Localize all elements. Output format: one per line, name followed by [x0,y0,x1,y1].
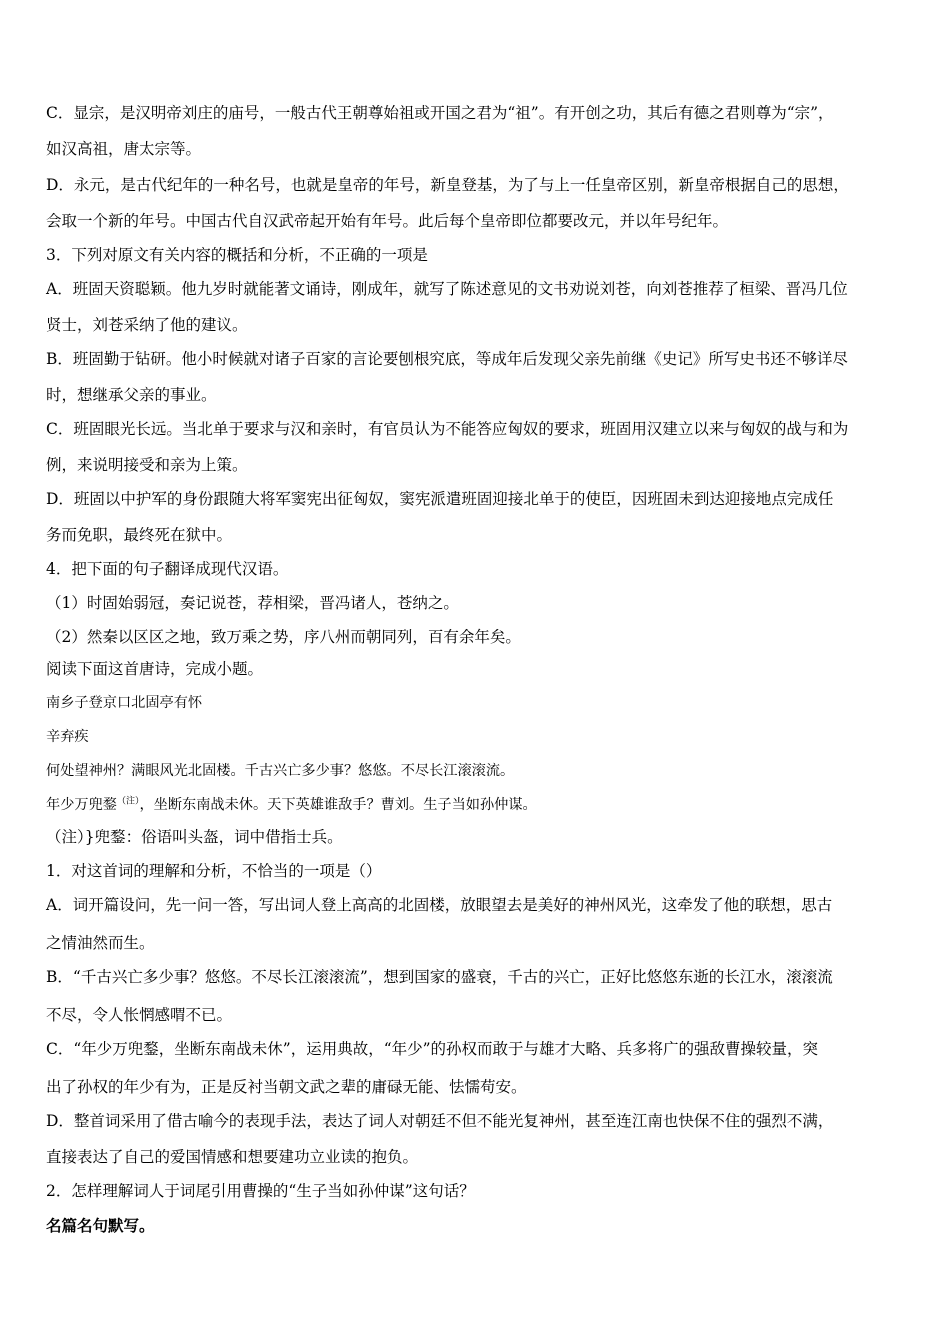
poem-title: 南乡子登京口北固亭有怀 [46,695,203,711]
poem-line-2 [46,788,537,822]
pq1-option-b-line1: B．“千古兴亡多少事？悠悠。不尽长江滚滚流”，想到国家的盛衰，千古的兴亡，正好比悠悠东逝的长江水，滚滚流 [46,968,833,986]
q3-option-a-line1: A．班固天资聪颖。他九岁时就能著文诵诗，刚成年，就写了陈述意见的文书劝说刘苍，向刘苍推荐了桓梁、晋冯几位 [46,280,848,298]
pq1-option-c-line2: 出了孙权的年少有为，正是反衬当朝文武之辈的庸碌无能、怯懦苟安。 [46,1078,527,1096]
q3-option-b-line2: 时，想继承父亲的事业。 [46,386,217,404]
q3-option-c-line1: C．班固眼光长远。当北单于要求与汉和亲时，有官员认为不能答应匈奴的要求，班固用汉建立以来与匈奴的战与和为 [46,420,849,438]
poem-note: （注）}兜鍪：俗语叫头盔，词中借指士兵。 [46,828,343,846]
pq1-option-a-line2: 之情油然而生。 [46,934,155,952]
q3-option-d-line1: D．班固以中护军的身份跟随大将军窦宪出征匈奴，窦宪派遣班固迎接北单于的使臣，因班固未到达迎接地点完成任 [46,490,834,508]
q3-option-c-line2: 例，来说明接受和亲为上策。 [46,456,248,474]
q4-sentence-2: （2）然秦以区区之地，致万乘之势，序八州而朝同列，百有余年矣。 [46,628,521,646]
q3-option-d-line2: 务而免职，最终死在狱中。 [46,526,233,544]
pq1-option-c-line1: C．“年少万兜鍪，坐断东南战未休”，运用典故，“年少”的孙权而敢于与雄才大略、兵多将广的强敌曹操较量，突 [46,1040,819,1058]
poem-line-2-start: 年少万兜鍪 [46,797,117,813]
pq1-option-b-line2: 不尽，令人怅惘感喟不已。 [46,1006,233,1024]
poem-line-1: 何处望神州？满眼风光北固楼。千古兴亡多少事？悠悠。不尽长江滚滚流。 [46,763,515,779]
q3-option-a-line2: 贤士，刘苍采纳了他的建议。 [46,316,248,334]
pq1-option-a-line1: A．词开篇设问，先一问一答，写出词人登上高高的北固楼，放眼望去是美好的神州风光，这牵发了他的联想，思古 [46,896,833,914]
pq1-option-d-line1: D．整首词采用了借古喻今的表现手法，表达了词人对朝廷不但不能光复神州，甚至连江南也快保不住的强烈不满， [46,1112,834,1130]
q4-sentence-1: （1）时固始弱冠，奏记说苍，荐相梁，晋冯诸人，苍纳之。 [46,594,459,612]
reading-instruction: 阅读下面这首唐诗，完成小题。 [46,660,264,678]
option-c-line2: 如汉高祖，唐太宗等。 [46,140,202,158]
pq1-option-d-line2: 直接表达了自己的爱国情感和想要建功立业读的抱负。 [46,1148,419,1166]
question-3: 3．下列对原文有关内容的概括和分析，不正确的一项是 [46,246,428,264]
section-heading: 名篇名句默写。 [46,1216,155,1235]
poem-question-2: 2．怎样理解词人于词尾引用曹操的“生子当如孙仲谋”这句话？ [46,1182,475,1200]
poem-author: 辛弃疾 [46,729,89,745]
poem-question-1: 1．对这首词的理解和分析，不恰当的一项是（） [46,862,382,880]
note-marker: （注） [116,796,140,807]
poem-line-2-end: ，坐断东南战未休。天下英雄谁敌手？曹刘。生子当如孙仲谋。 [139,797,537,813]
question-4: 4．把下面的句子翻译成现代汉语。 [46,560,289,578]
q3-option-b-line1: B．班固勤于钻研。他小时候就对诸子百家的言论要刨根究底，等成年后发现父亲先前继《史记》所写史书还不够详尽 [46,350,848,368]
option-c-line1: C．显宗，是汉明帝刘庄的庙号，一般古代王朝尊始祖或开国之君为“祖”。有开创之功，其后有德之君则尊为“宗”， [46,104,834,122]
option-d-line1: D．永元，是古代纪年的一种名号，也就是皇帝的年号，新皇登基，为了与上一任皇帝区别，新皇帝根据自己的思想， [46,176,849,194]
option-d-line2: 会取一个新的年号。中国古代自汉武帝起开始有年号。此后每个皇帝即位都要改元，并以年号纪年。 [46,212,729,230]
